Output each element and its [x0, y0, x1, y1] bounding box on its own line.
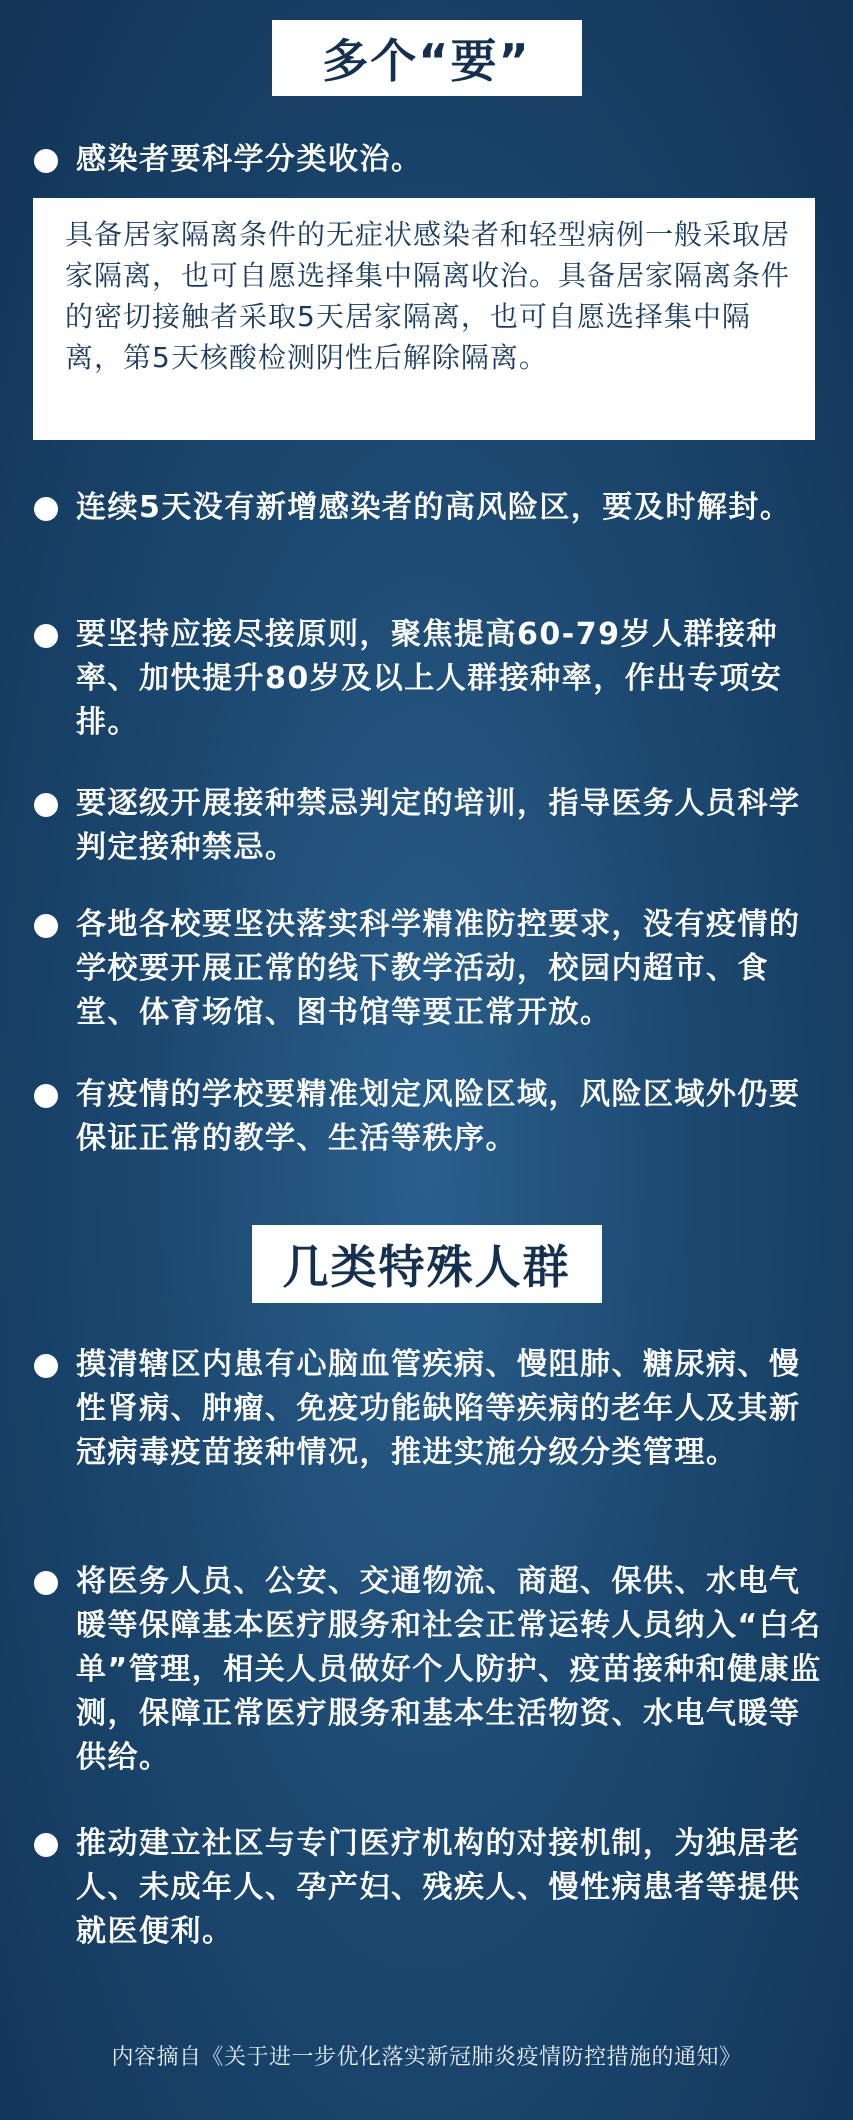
bullet-icon [34, 1354, 58, 1378]
list-item-text: 各地各校要坚决落实科学精准防控要求，没有疫情的学校要开展正常的线下教学活动，校园内超市、食堂、体育场馆、图书馆等要正常开放。 [76, 907, 801, 1030]
list-item [30, 782, 830, 870]
list-item [30, 1560, 830, 1780]
list-item [30, 1073, 830, 1161]
bullet-icon [34, 1571, 58, 1595]
bullet-icon [34, 1084, 58, 1108]
list-item-text: 要坚持应接尽接原则，聚焦提高60-79岁人群接种率、加快提升80岁及以上人群接种率，作出专项安排。 [76, 617, 783, 740]
bullet-icon [34, 149, 58, 173]
bullet-icon [34, 1833, 58, 1857]
section-title-requirements: 多个“要” [272, 20, 582, 96]
list-item-text: 摸清辖区内患有心脑血管疾病、慢阻肺、糖尿病、慢性肾病、肿瘤、免疫功能缺陷等疾病的老年人及其新冠病毒疫苗接种情况，推进实施分级分类管理。 [76, 1347, 801, 1470]
list-item-text: 将医务人员、公安、交通物流、商超、保供、水电气暖等保障基本医疗服务和社会正常运转人员纳入“白名单”管理，相关人员做好个人防护、疫苗接种和健康监测，保障正常医疗服务和基本生活物资、水电气暖等供给。 [76, 1564, 822, 1775]
list-item-text: 有疫情的学校要精准划定风险区域，风险区域外仍要保证正常的教学、生活等秩序。 [76, 1077, 801, 1156]
list-item [30, 903, 830, 1035]
list-item [30, 486, 830, 530]
list-item [30, 1822, 830, 1954]
list-item-text: 推动建立社区与专门医疗机构的对接机制，为独居老人、未成年人、孕产妇、残疾人、慢性病患者等提供就医便利。 [76, 1826, 801, 1949]
bullet-icon [34, 793, 58, 817]
bullet-icon [34, 624, 58, 648]
detail-box: 具备居家隔离条件的无症状感染者和轻型病例一般采取居家隔离，也可自愿选择集中隔离收治。具备居家隔离条件的密切接触者采取5天居家隔离，也可自愿选择集中隔离，第5天核酸检测阴性后解除隔离。 [33, 198, 815, 440]
list-item-text: 要逐级开展接种禁忌判定的培训，指导医务人员科学判定接种禁忌。 [76, 786, 801, 865]
section-title-special-groups: 几类特殊人群 [252, 1225, 602, 1303]
list-item [30, 613, 830, 745]
list-item [30, 1343, 830, 1475]
list-item-text: 连续5天没有新增感染者的高风险区，要及时解封。 [76, 490, 792, 525]
list-item [30, 138, 830, 182]
bullet-icon [34, 914, 58, 938]
bullet-icon [34, 497, 58, 521]
list-item-text: 感染者要科学分类收治。 [76, 142, 423, 177]
source-footer: 内容摘自《关于进一步优化落实新冠肺炎疫情防控措施的通知》 [111, 2045, 742, 2070]
